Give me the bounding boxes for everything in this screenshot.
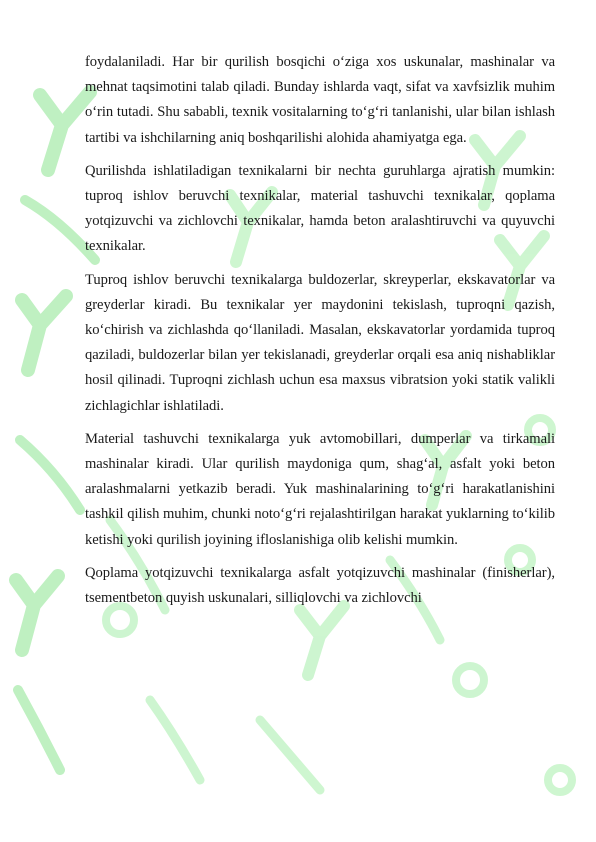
paragraph-2: Qurilishda ishlatiladigan texnikalarni bir nechta guruhlarga ajratish mumkin: tuproq ishlov beruvchi texnikalar, material tashuvchi texnikalar, qoplama yotqizuvchi va zichlovchi texnikalar, hamda beton aralashtiruvchi va quyuvchi texnikalar. <box>85 162 555 255</box>
document-body <box>85 50 555 611</box>
paragraph-4: Material tashuvchi texnikalarga yuk avtomobillari, dumperlar va tirkamali mashinalar kiradi. Ular qurilish maydoniga qum, shag‘al, asfalt yoki beton aralashmalarni yetkazib beradi. Yuk mashinalarining to‘g‘ri harakatlanishini tashkil qilish muhim, chunki noto‘g‘ri rejalashtirilgan harakat yuklarning to‘kilib ketishi yoki qurilish joyining ifloslanishiga olib kelishi mumkin. <box>85 430 555 548</box>
paragraph-3: Tuproq ishlov beruvchi texnikalarga buldozerlar, skreyperlar, ekskavatorlar va greyderlar kiradi. Bu texnikalar yer maydonini tekislash, tuproqni qazish, ko‘chirish va zichlashda qo‘llaniladi. Masalan, ekskavatorlar yordamida tuproq qaziladi, buldozerlar bilan yer tekislanadi, greyderlar orqali esa aniq nishabliklar hosil qilinadi. Tuproqni zichlash uchun esa maxsus vibratsion yoki statik valikli zichlagichlar ishlatiladi. <box>85 271 555 414</box>
paragraph-5: Qoplama yotqizuvchi texnikalarga asfalt yotqizuvchi mashinalar (finisherlar), tsementbeton quyish uskunalari, silliqlovchi va zichlovchi <box>85 564 555 607</box>
watermark-glyph <box>16 576 58 650</box>
paragraph-1: foydalaniladi. Har bir qurilish bosqichi o‘ziga xos uskunalar, mashinalar va mehnat taqsimotini talab qiladi. Bunday ishlarda vaqt, sifat va xavfsizlik muhim o‘rin tutadi. Shu sababli, texnik vositalarning to‘g‘ri tanlanishi, ular bilan ishlash tartibi va ishchilarning aniq boshqarilishi alohida ahamiyatga ega. <box>85 54 555 146</box>
watermark-glyph <box>300 606 344 675</box>
watermark-glyph <box>22 296 66 370</box>
watermark-glyph <box>40 92 90 170</box>
